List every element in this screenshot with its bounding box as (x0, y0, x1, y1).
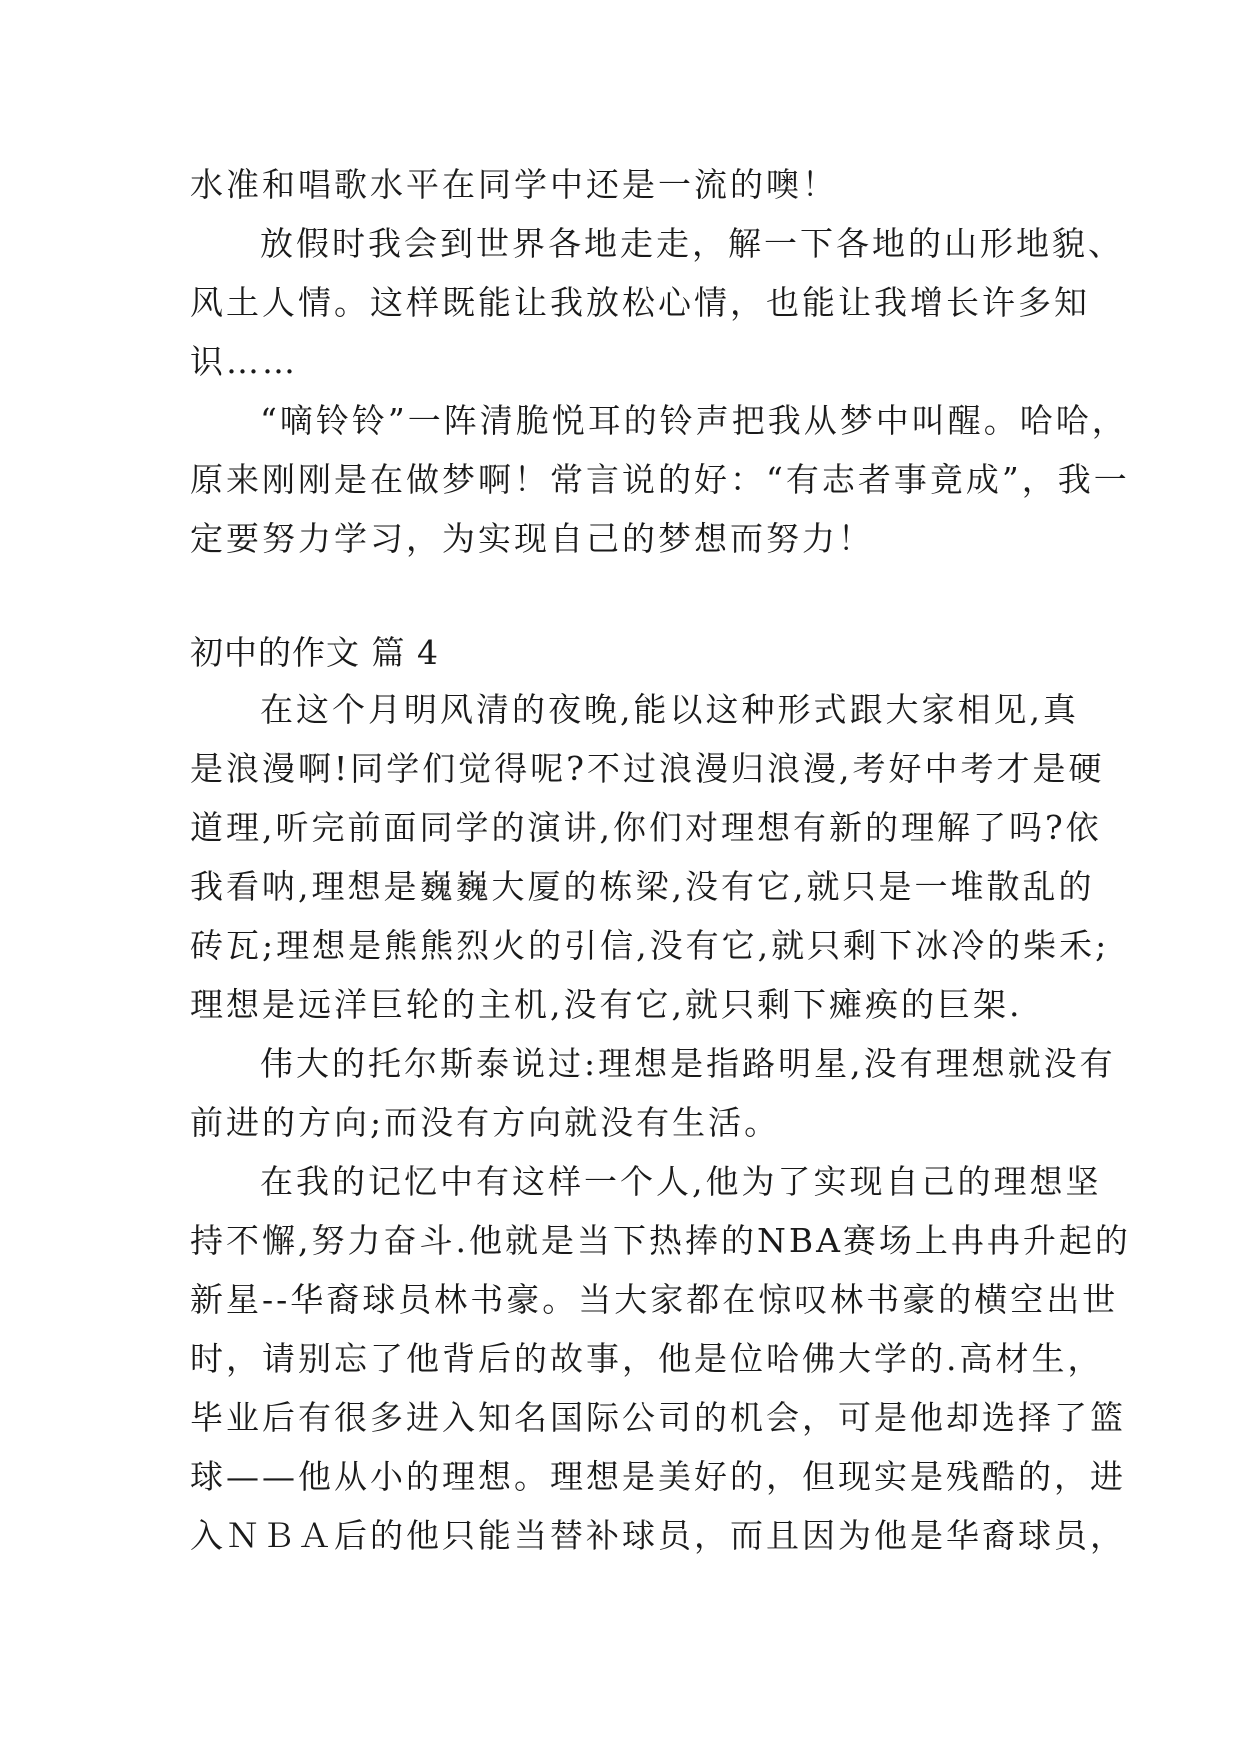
text-line: 入ＮＢＡ后的他只能当替补球员，而且因为他是华裔球员， (190, 1516, 1126, 1555)
text-line: 我看呐,理想是巍巍大厦的栋梁,没有它,就只是一堆散乱的 (190, 867, 1095, 906)
text-line: 毕业后有很多进入知名国际公司的机会，可是他却选择了篮 (190, 1398, 1126, 1437)
text-line: 砖瓦;理想是熊熊烈火的引信,没有它,就只剩下冰冷的柴禾; (190, 926, 1110, 965)
text-line: 定要努力学习，为实现自己的梦想而努力！ (190, 519, 874, 558)
text-line: 前进的方向;而没有方向就没有生活。 (190, 1103, 781, 1142)
text-line: 在我的记忆中有这样一个人,他为了实现自己的理想坚 (260, 1162, 1102, 1201)
text-line: 时，请别忘了他背后的故事，他是位哈佛大学的.高材生， (190, 1339, 1104, 1378)
text-line: 球——他从小的理想。理想是美好的，但现实是残酷的，进 (190, 1457, 1126, 1496)
section-heading: 初中的作文 篇 4 (190, 633, 439, 672)
text-line: 道理,听完前面同学的演讲,你们对理想有新的理解了吗?依 (190, 808, 1102, 847)
text-line: 在这个月明风清的夜晚,能以这种形式跟大家相见,真 (260, 690, 1079, 729)
text-line: 风土人情。这样既能让我放松心情，也能让我增长许多知 (190, 283, 1090, 322)
text-line: 识…… (190, 342, 298, 381)
text-line: “嘀铃铃”一阵清脆悦耳的铃声把我从梦中叫醒。哈哈， (260, 401, 1128, 440)
text-line: 原来刚刚是在做梦啊！常言说的好：“有志者事竟成”，我一 (190, 460, 1130, 499)
text-line: 是浪漫啊!同学们觉得呢?不过浪漫归浪漫,考好中考才是硬 (190, 749, 1105, 788)
text-line: 伟大的托尔斯泰说过:理想是指路明星,没有理想就没有 (260, 1044, 1116, 1083)
text-line: 水准和唱歌水平在同学中还是一流的噢！ (190, 165, 838, 204)
text-line: 持不懈,努力奋斗.他就是当下热捧的NBA赛场上冉冉升起的 (190, 1221, 1131, 1260)
text-line: 理想是远洋巨轮的主机,没有它,就只剩下瘫痪的巨架. (190, 985, 1023, 1024)
text-line: 放假时我会到世界各地走走，解一下各地的山形地貌、 (260, 224, 1124, 263)
text-line: 新星--华裔球员林书豪。当大家都在惊叹林书豪的横空出世 (190, 1280, 1119, 1319)
